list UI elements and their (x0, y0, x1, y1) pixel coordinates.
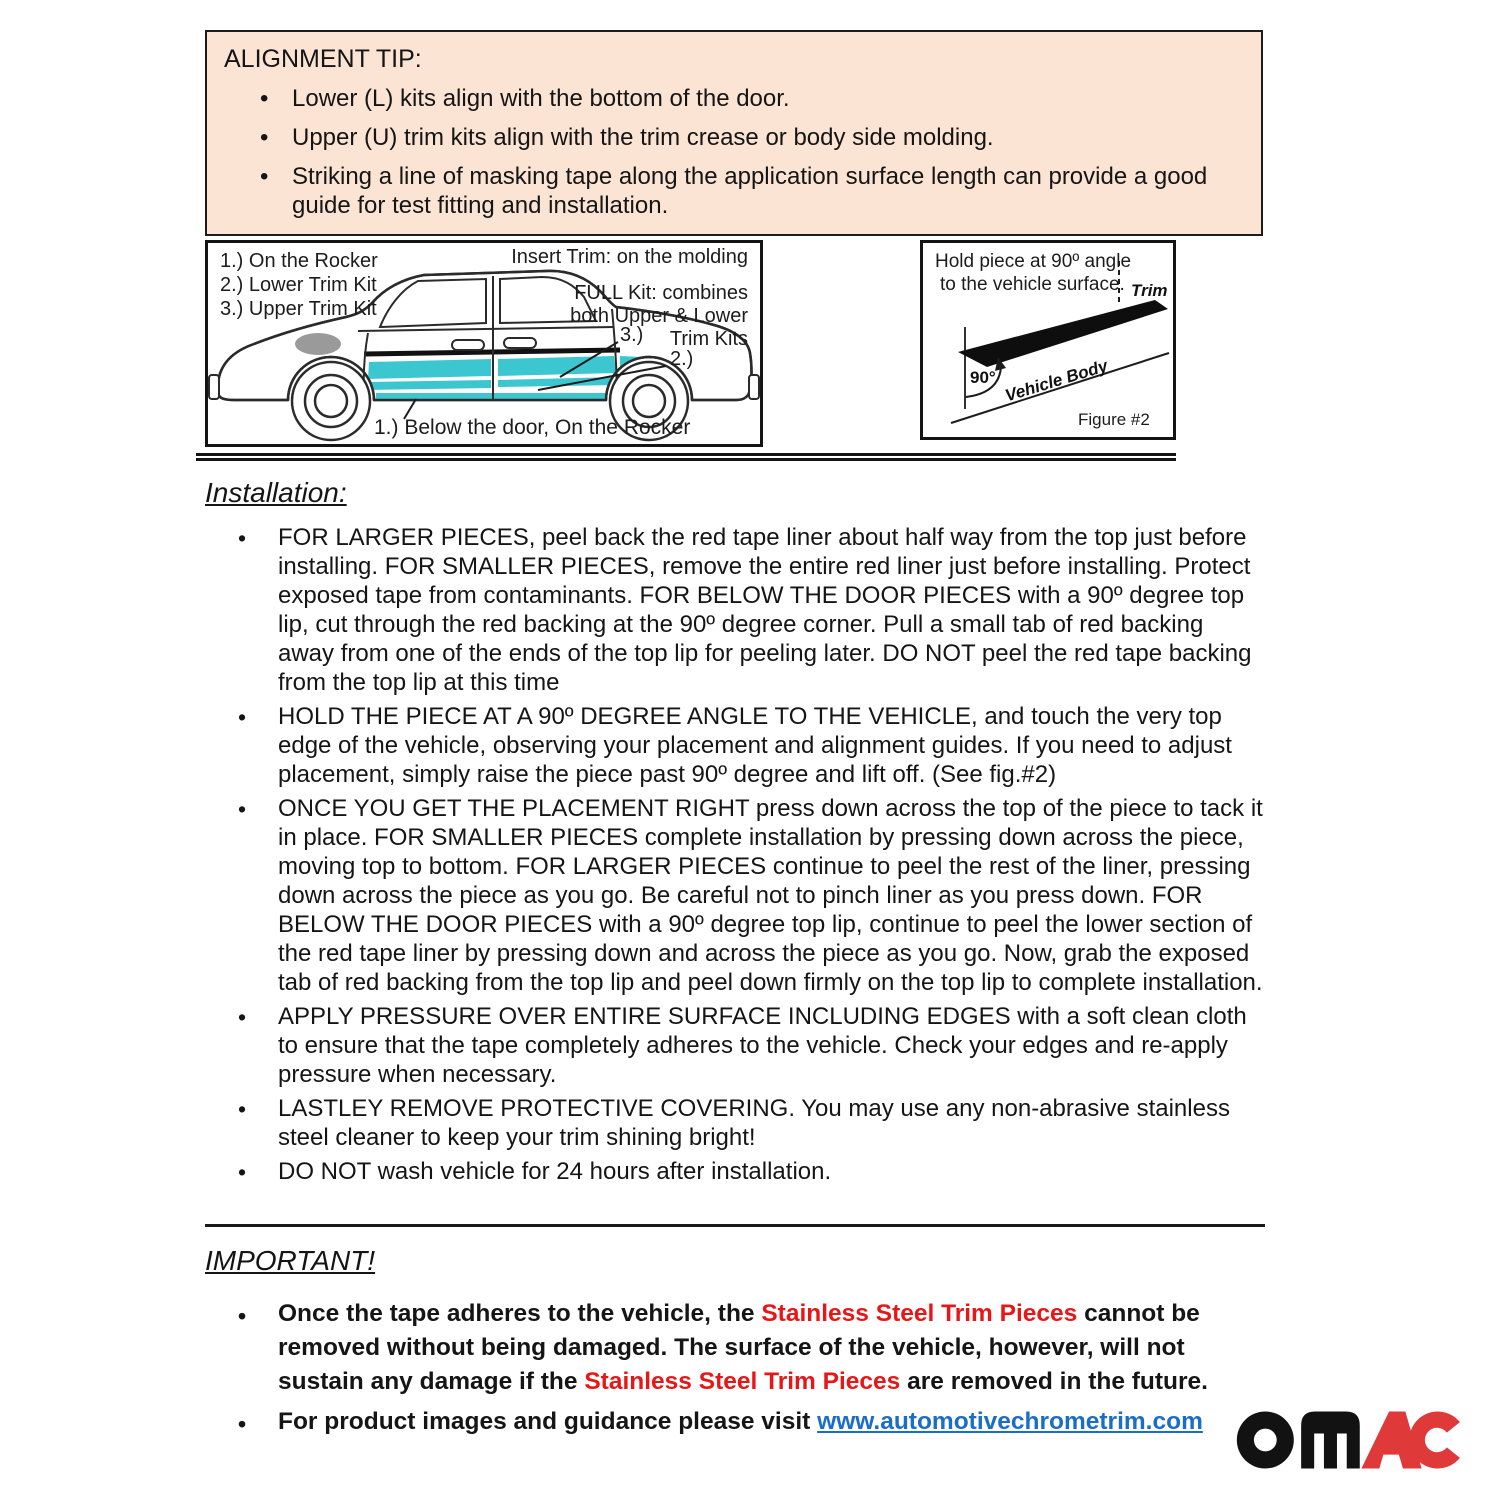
car-legend-line2: 2.) Lower Trim Kit (220, 274, 377, 296)
front-wheel-icon (292, 362, 370, 440)
label-2: 2.) (670, 348, 694, 370)
important-item (205, 1405, 1265, 1439)
figure2-caption: Figure #2 (1078, 410, 1150, 429)
vehicle-body-label: Vehicle Body (1002, 356, 1110, 406)
trim-piece-shape (958, 300, 1168, 367)
fender-detail (295, 333, 341, 355)
text-segment: Once the tape adheres to the vehicle, the (278, 1300, 762, 1327)
important-item (205, 1297, 1265, 1399)
tip-item: • Striking a line of masking tape along the application surface length can provide a good guide for test fitting and installation. (224, 162, 1253, 220)
figure2-diagram (923, 243, 1173, 437)
alignment-tip-list (224, 84, 1253, 220)
full-kit-note-line3: Trim Kits (669, 328, 748, 350)
text-segment: cannot be removed without being damaged. The surface of the vehicle, however, will not sustain any damage if the (278, 1300, 1200, 1395)
installation-heading: Installation: (205, 477, 347, 508)
trim-label: Trim (1131, 281, 1168, 300)
label-1-below-door: 1.) Below the door, On the Rocker (374, 416, 691, 439)
section-divider (205, 1224, 1265, 1227)
tip-item: • Lower (L) kits align with the bottom of the door. (224, 84, 1253, 113)
full-kit-note-line2: both Upper & Lower (570, 305, 748, 327)
important-heading: IMPORTANT! (205, 1245, 376, 1276)
installation-step: • FOR LARGER PIECES, peel back the red tape liner about half way from the top just before installing. FOR SMALLER PIECES, remove the entire red liner just before installing. Protect exposed tape from contaminants. FOR BELOW THE DOOR PIECES with a 90º degree top lip, cut through the red backing at the 90º degree corner. Pull a small tab of red backing away from one of the ends of the top lip for peeling later. DO NOT peel the red tape backing from the top lip at this time (205, 523, 1265, 697)
alignment-tip-title: ALIGNMENT TIP: (224, 45, 422, 73)
text-segment: For product images and guidance please visit (278, 1408, 818, 1435)
important-list (205, 1297, 1265, 1439)
omac-logo-graphic (1236, 1404, 1464, 1476)
label-3: 3.) (620, 324, 644, 346)
fig2-caption-line1: Hold piece at 90º angle (935, 251, 1132, 272)
tip-item: • Upper (U) trim kits align with the trim crease or body side molding. (224, 123, 1253, 152)
text-segment: Stainless Steel Trim Pieces (584, 1368, 901, 1395)
figures-row (205, 240, 1265, 450)
installation-step: • ONCE YOU GET THE PLACEMENT RIGHT press down across the top of the piece to tack it in place. FOR SMALLER PIECES complete installation by pressing down across the piece, moving top to bottom. FOR LARGER PIECES continue to peel the rest of the liner, pressing down across the piece as you go. Be careful not to pinch liner as you press down. FOR BELOW THE DOOR PIECES with a 90º degree top lip, continue to peel the lower section of the red tape liner by pressing down and across the piece as you go. Now, grab the exposed tab of red backing from the top lip and peel down firmly on the top lip to complete installation. (205, 794, 1265, 997)
installation-step: • LASTLEY REMOVE PROTECTIVE COVERING. You may use any non-abrasive stainless steel cleaner to keep your trim shining bright! (205, 1094, 1265, 1152)
car-legend-line3: 3.) Upper Trim Kit (220, 298, 377, 320)
fig2-caption-line2: to the vehicle surface. (940, 274, 1125, 295)
installation-step: • APPLY PRESSURE OVER ENTIRE SURFACE INCLUDING EDGES with a soft clean cloth to ensure that the tape completely adheres to the vehicle. Check your edges and re-apply pressure when necessary. (205, 1002, 1265, 1089)
text-segment: Stainless Steel Trim Pieces (761, 1300, 1078, 1327)
full-kit-note-line1: FULL Kit: combines (574, 282, 748, 304)
content-column (205, 0, 1265, 1439)
installation-step: • DO NOT wash vehicle for 24 hours after installation. (205, 1157, 1265, 1186)
car-trim-diagram (208, 243, 760, 444)
figure2-box (920, 240, 1176, 440)
omac-logo (1236, 1404, 1464, 1476)
car-trim-diagram-box (205, 240, 763, 447)
car-legend-line1: 1.) On the Rocker (220, 250, 378, 272)
insert-trim-note: Insert Trim: on the molding (511, 246, 748, 268)
text-segment: are removed in the future. (900, 1368, 1208, 1395)
installation-list (205, 523, 1265, 1186)
installation-step: • HOLD THE PIECE AT A 90º DEGREE ANGLE TO THE VEHICLE, and touch the very top edge of the vehicle, observing your placement and alignment guides. If you need to adjust placement, simply raise the piece past 90º degree and lift off. (See fig.#2) (205, 702, 1265, 789)
website-link[interactable]: www.automotivechrometrim.com (817, 1408, 1203, 1435)
logo-o-hole (1254, 1429, 1277, 1452)
logo-letters-ac (1361, 1412, 1460, 1469)
double-rule-divider (196, 453, 1176, 461)
alignment-tip-box (205, 30, 1263, 236)
angle-90-label: 90° (970, 368, 996, 387)
